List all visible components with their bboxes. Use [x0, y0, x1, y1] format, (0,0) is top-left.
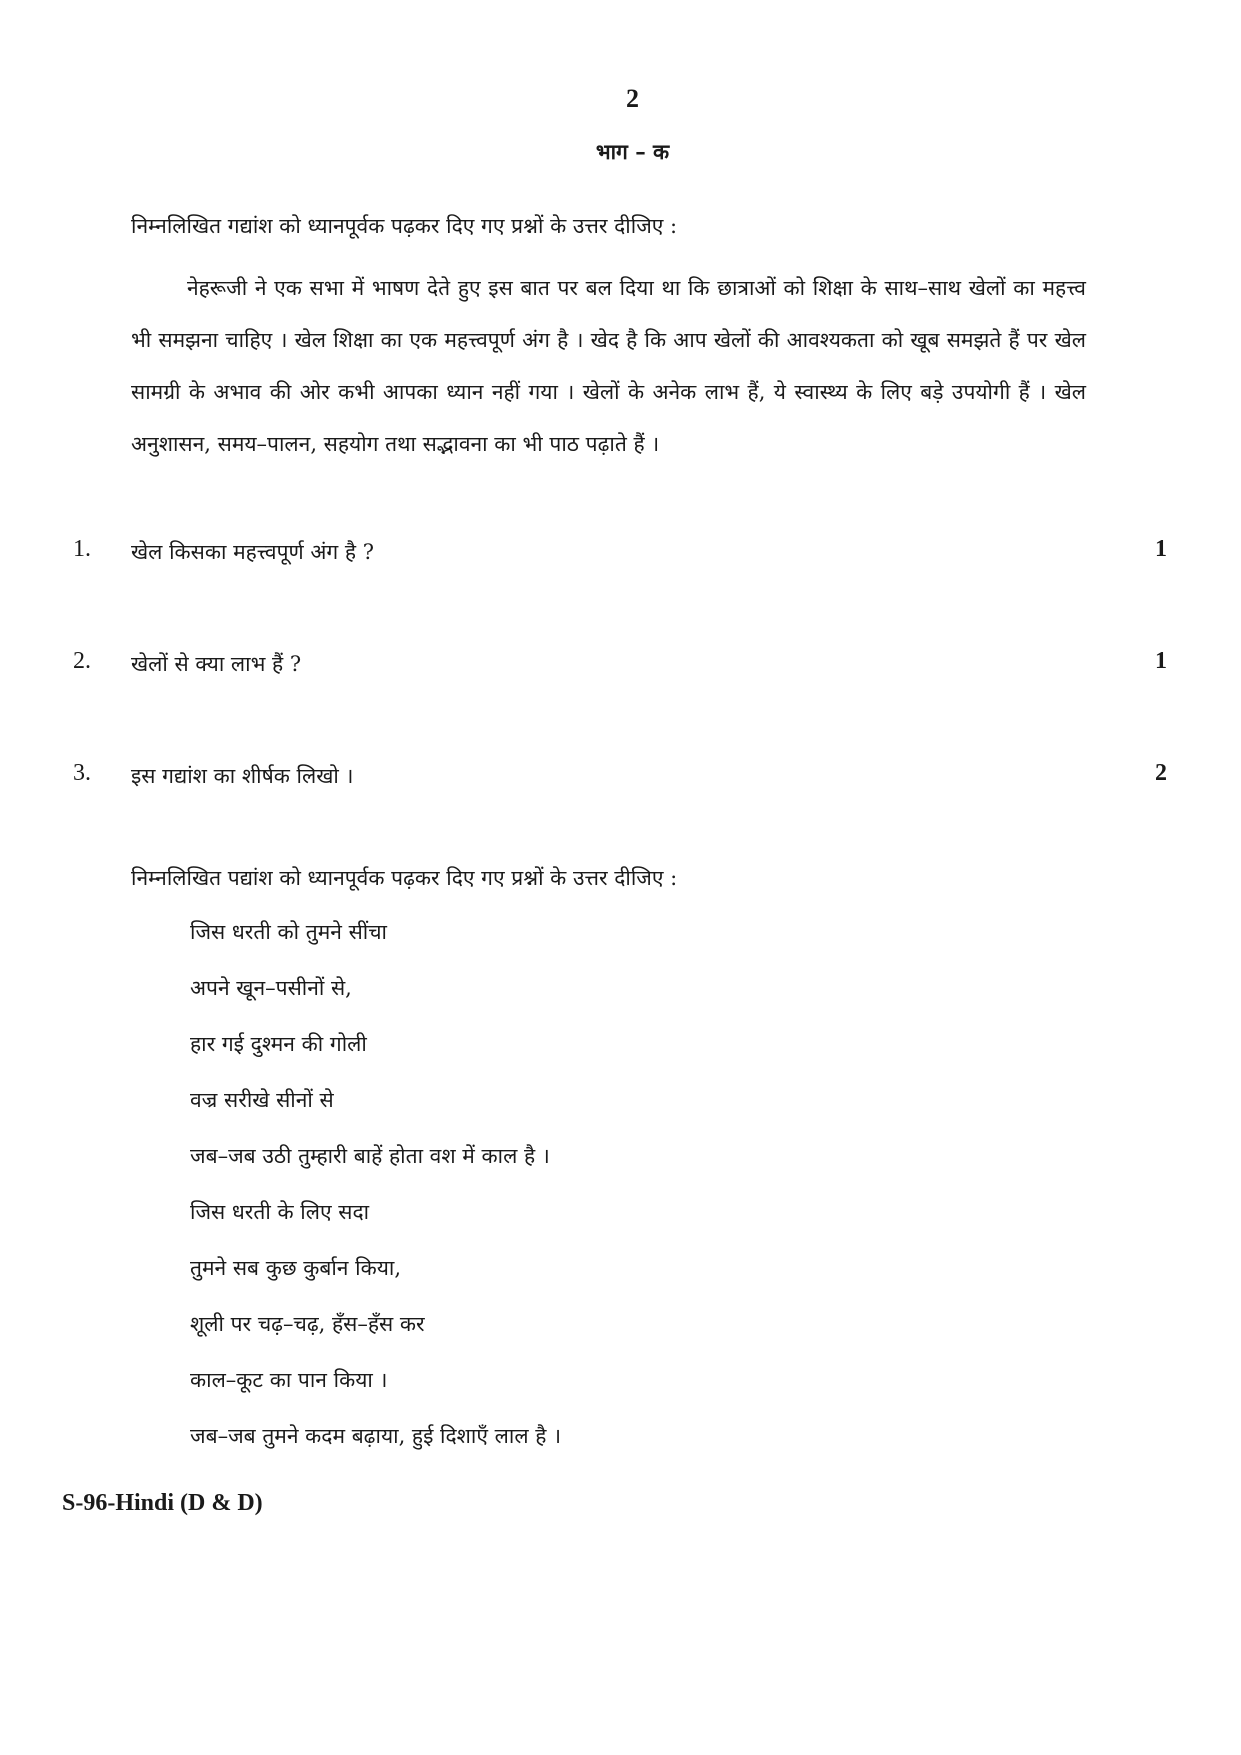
poem-line: अपने खून–पसीनों से,: [190, 976, 352, 1000]
poem-line: जब–जब तुमने कदम बढ़ाया, हुई दिशाएँ लाल है ।: [190, 1424, 562, 1448]
poem-line: जब–जब उठी तुम्हारी बाहें होता वश में काल है ।: [190, 1144, 550, 1168]
prose-instruction: निम्नलिखित गद्यांश को ध्यानपूर्वक पढ़कर दिए गए प्रश्नों के उत्तर दीजिए :: [131, 214, 678, 238]
question-2-text: खेलों से क्या लाभ हैं ?: [131, 652, 302, 676]
question-1-number: 1.: [73, 536, 91, 562]
poem-line: हार गई दुश्मन की गोली: [190, 1032, 367, 1056]
question-2-marks: 1: [1155, 648, 1167, 674]
poem-line: वज्र सरीखे सीनों से: [190, 1088, 334, 1112]
poem-line: जिस धरती को तुमने सींचा: [190, 920, 387, 944]
question-3-marks: 2: [1155, 760, 1167, 786]
section-title: भाग – क: [595, 139, 670, 164]
question-1-text: खेल किसका महत्त्वपूर्ण अंग है ?: [131, 540, 375, 564]
page-number: 2: [626, 84, 639, 113]
question-1-marks: 1: [1155, 536, 1167, 562]
poem-line: तुमने सब कुछ कुर्बान किया,: [190, 1256, 401, 1280]
poem-line: काल–कूट का पान किया ।: [190, 1368, 388, 1392]
prose-passage: नेहरूजी ने एक सभा में भाषण देते हुए इस बात पर बल दिया था कि छात्राओं को शिक्षा के साथ–साथ खेलों का महत्त्व भी समझना चाहिए । खेल शिक्षा का एक महत्त्वपूर्ण अंग है । खेद है कि आप खेलों की आवश्यकता को खूब समझते हैं पर खेल सामग्री के अभाव की ओर कभी आपका ध्यान नहीं गया । खेलों के अनेक लाभ हैं, ये स्वास्थ्य के लिए बड़े उपयोगी हैं । खेल अनुशासन, समय–पालन, सहयोग तथा सद्भावना का भी पाठ पढ़ाते हैं ।: [131, 276, 1086, 456]
poem-line: जिस धरती के लिए सदा: [190, 1200, 370, 1224]
poem-instruction: निम्नलिखित पद्यांश को ध्यानपूर्वक पढ़कर दिए गए प्रश्नों के उत्तर दीजिए :: [131, 866, 678, 890]
poem-line: शूली पर चढ़–चढ़, हँस–हँस कर: [190, 1312, 425, 1336]
question-3-text: इस गद्यांश का शीर्षक लिखो ।: [131, 764, 354, 788]
paper-code: S-96-Hindi (D & D): [62, 1490, 263, 1516]
question-2-number: 2.: [73, 648, 91, 674]
question-3-number: 3.: [73, 760, 91, 786]
